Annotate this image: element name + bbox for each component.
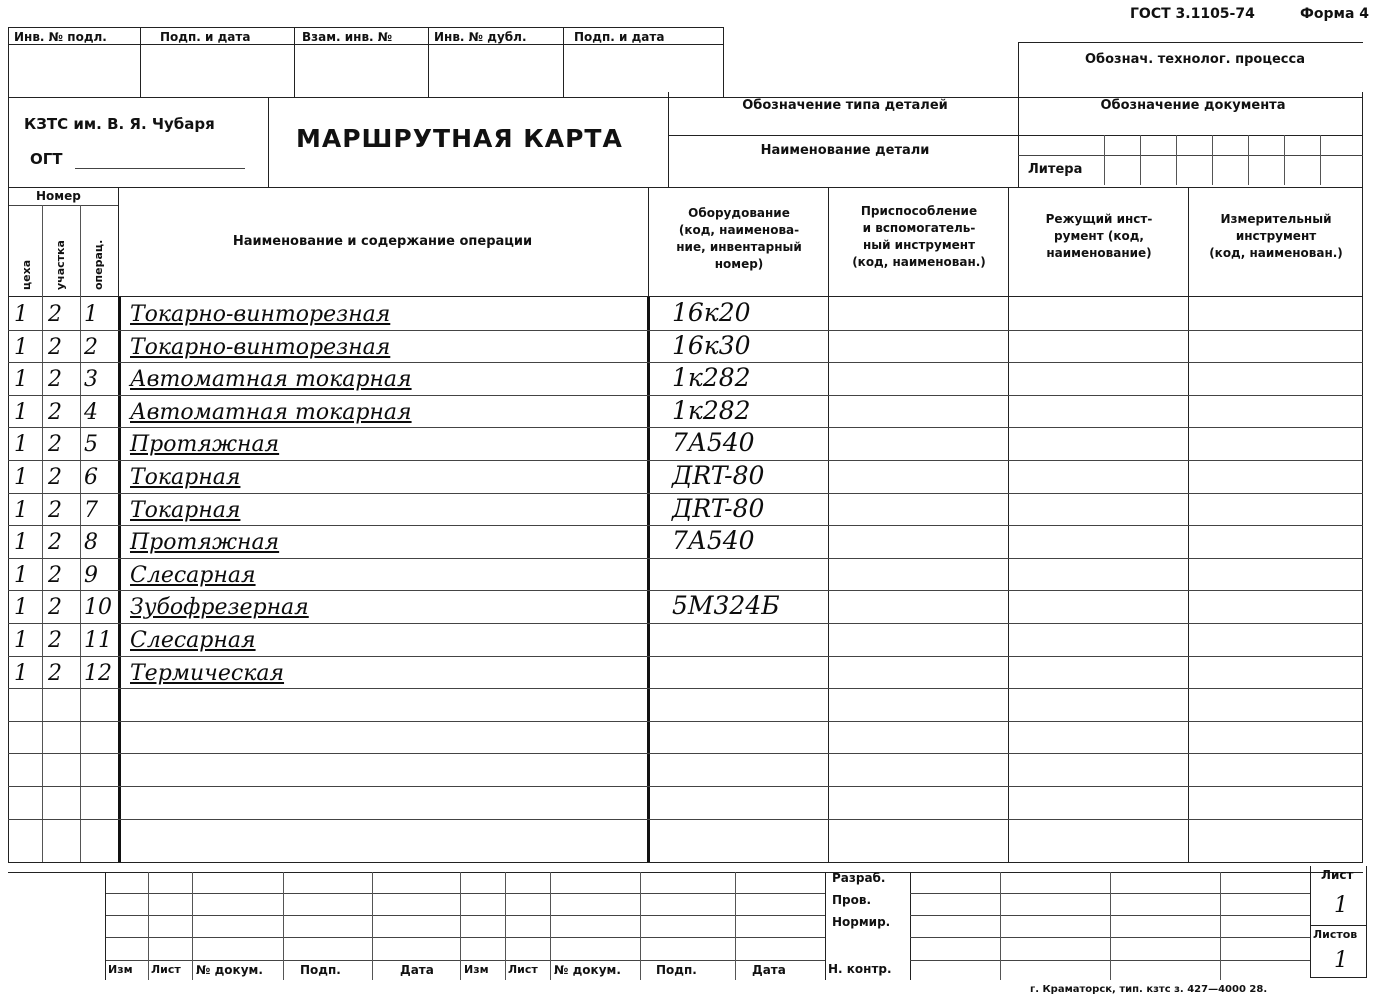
operation-name: Зубофрезерная bbox=[130, 595, 309, 620]
operation-number: 1 bbox=[84, 302, 98, 327]
shop-number: 1 bbox=[14, 335, 28, 360]
operation-name: Протяжная bbox=[130, 432, 280, 457]
measuring-header-line: инструмент bbox=[1235, 229, 1317, 243]
row-line bbox=[8, 721, 1363, 722]
top-cell-2: Подп. и дата bbox=[160, 30, 251, 44]
change-col-8: № докум. bbox=[554, 963, 621, 977]
section-number: 2 bbox=[48, 563, 62, 588]
section-number: 2 bbox=[48, 432, 62, 457]
fixture-header-line: (код, наименован.) bbox=[852, 255, 986, 269]
operation-number: 4 bbox=[84, 400, 98, 425]
equipment-code: 1к282 bbox=[672, 396, 751, 425]
developed-label: Разраб. bbox=[832, 871, 886, 885]
shop-number: 1 bbox=[14, 661, 28, 686]
equipment-code: ДRT-80 bbox=[672, 461, 765, 490]
cutting-header-line: Режущий инст- bbox=[1045, 212, 1153, 226]
control-label: Н. контр. bbox=[828, 962, 892, 976]
table-row bbox=[0, 398, 1381, 430]
checked-label: Пров. bbox=[832, 893, 872, 907]
shop-number: 1 bbox=[14, 465, 28, 490]
operation-number: 10 bbox=[84, 595, 112, 620]
section-number: 2 bbox=[48, 367, 62, 392]
equipment-code: 7А540 bbox=[672, 526, 755, 555]
fixture-header-line: и вспомогатель- bbox=[862, 221, 976, 235]
operation-col-label: операц. bbox=[92, 239, 105, 290]
shop-number: 1 bbox=[14, 432, 28, 457]
section-number: 2 bbox=[48, 661, 62, 686]
sheet-label: Лист bbox=[1321, 868, 1354, 882]
change-col-5: Дата bbox=[400, 963, 434, 977]
normed-label: Нормир. bbox=[832, 915, 891, 929]
section-number: 2 bbox=[48, 530, 62, 555]
cutting-header-line: наименование) bbox=[1046, 246, 1152, 260]
equipment-code: ДRT-80 bbox=[672, 494, 765, 523]
operation-number: 5 bbox=[84, 432, 98, 457]
sheets-label: Листов bbox=[1313, 928, 1358, 941]
table-row bbox=[0, 300, 1381, 332]
section-number: 2 bbox=[48, 498, 62, 523]
section-number: 2 bbox=[48, 335, 62, 360]
change-col-7: Лист bbox=[508, 963, 538, 976]
measuring-header-line: Измерительный bbox=[1220, 212, 1332, 226]
operation-name: Токарная bbox=[130, 498, 241, 523]
operation-number: 3 bbox=[84, 367, 98, 392]
shop-number: 1 bbox=[14, 530, 28, 555]
top-cell-5: Подп. и дата bbox=[574, 30, 665, 44]
operation-number: 6 bbox=[84, 465, 98, 490]
equipment-code: 1к282 bbox=[672, 363, 751, 392]
sheet-value: 1 bbox=[1334, 893, 1348, 918]
equipment-header-line: ние, инвентарный bbox=[676, 240, 802, 254]
table-row bbox=[0, 496, 1381, 528]
table-row bbox=[0, 365, 1381, 397]
part-name-label: Наименование детали bbox=[760, 143, 930, 158]
section-number: 2 bbox=[48, 465, 62, 490]
litera-label: Литера bbox=[1028, 162, 1083, 177]
measuring-header-line: (код, наименован.) bbox=[1209, 246, 1343, 260]
operation-number: 11 bbox=[84, 628, 112, 653]
operation-name: Автоматная токарная bbox=[130, 400, 412, 425]
equipment-header-line: (код, наименова- bbox=[678, 223, 800, 237]
ogt-label: ОГТ bbox=[30, 150, 63, 168]
organization-name: КЗТС им. В. Я. Чубаря bbox=[24, 115, 215, 133]
operation-number: 9 bbox=[84, 563, 98, 588]
number-group-label: Номер bbox=[36, 189, 81, 203]
operation-name: Термическая bbox=[130, 661, 285, 686]
document-designation-label: Обозначение документа bbox=[1100, 98, 1286, 113]
shop-number: 1 bbox=[14, 595, 28, 620]
cutting-header bbox=[1010, 211, 1188, 262]
table-row bbox=[0, 333, 1381, 365]
operation-name: Слесарная bbox=[130, 563, 256, 588]
change-col-3: № докум. bbox=[196, 963, 263, 977]
operation-number: 8 bbox=[84, 530, 98, 555]
row-line bbox=[8, 819, 1363, 820]
operation-number: 7 bbox=[84, 498, 98, 523]
top-cell-3: Взам. инв. № bbox=[302, 30, 393, 44]
sheets-value: 1 bbox=[1334, 948, 1348, 973]
table-row bbox=[0, 463, 1381, 495]
section-number: 2 bbox=[48, 628, 62, 653]
fixture-header bbox=[830, 203, 1008, 271]
operation-name: Слесарная bbox=[130, 628, 256, 653]
table-row bbox=[0, 528, 1381, 560]
shop-number: 1 bbox=[14, 498, 28, 523]
shop-number: 1 bbox=[14, 563, 28, 588]
table-row bbox=[0, 659, 1381, 691]
equipment-header bbox=[650, 205, 828, 273]
fixture-header-line: Приспособление bbox=[860, 204, 978, 218]
equipment-header-line: Оборудование bbox=[688, 206, 790, 220]
table-row bbox=[0, 626, 1381, 658]
cutting-header-line: румент (код, bbox=[1054, 229, 1144, 243]
document-title: МАРШРУТНАЯ КАРТА bbox=[296, 124, 623, 153]
measuring-header bbox=[1190, 211, 1362, 262]
form-number: Форма 4 bbox=[1300, 6, 1370, 22]
change-col-9: Подп. bbox=[656, 963, 697, 977]
section-number: 2 bbox=[48, 302, 62, 327]
table-row bbox=[0, 561, 1381, 593]
process-designation-label: Обознач. технолог. процесса bbox=[1085, 52, 1305, 67]
equipment-code: 16к20 bbox=[672, 298, 751, 327]
shop-col-label: цеха bbox=[20, 259, 33, 290]
operation-name: Протяжная bbox=[130, 530, 280, 555]
operation-name: Токарно-винторезная bbox=[130, 335, 391, 360]
shop-number: 1 bbox=[14, 367, 28, 392]
equipment-code: 5М324Б bbox=[672, 591, 780, 620]
equipment-header-line: номер) bbox=[714, 257, 764, 271]
shop-number: 1 bbox=[14, 400, 28, 425]
section-col-label: участка bbox=[54, 240, 67, 290]
section-number: 2 bbox=[48, 400, 62, 425]
table-row bbox=[0, 430, 1381, 462]
section-number: 2 bbox=[48, 595, 62, 620]
change-col-10: Дата bbox=[752, 963, 786, 977]
part-type-label: Обозначение типа деталей bbox=[742, 98, 948, 113]
gost-number: ГОСТ 3.1105-74 bbox=[1130, 6, 1255, 22]
top-cell-4: Инв. № дубл. bbox=[434, 30, 527, 44]
shop-number: 1 bbox=[14, 302, 28, 327]
printer-imprint: г. Краматорск, тип. кзтс з. 427—4000 28. bbox=[1030, 984, 1268, 995]
change-col-2: Лист bbox=[151, 963, 181, 976]
change-col-1: Изм bbox=[108, 963, 133, 976]
operation-name: Токарно-винторезная bbox=[130, 302, 391, 327]
shop-number: 1 bbox=[14, 628, 28, 653]
fixture-header-line: ный инструмент bbox=[862, 238, 976, 252]
operation-name-header: Наименование и содержание операции bbox=[232, 234, 533, 249]
row-line bbox=[8, 753, 1363, 754]
change-col-4: Подп. bbox=[300, 963, 341, 977]
change-col-6: Изм bbox=[464, 963, 489, 976]
equipment-code: 7А540 bbox=[672, 428, 755, 457]
row-line bbox=[8, 786, 1363, 787]
operation-name: Автоматная токарная bbox=[130, 367, 412, 392]
table-row bbox=[0, 593, 1381, 625]
equipment-code: 16к30 bbox=[672, 331, 751, 360]
operation-number: 2 bbox=[84, 335, 98, 360]
top-cell-1: Инв. № подл. bbox=[14, 30, 107, 44]
operation-number: 12 bbox=[84, 661, 112, 686]
operation-name: Токарная bbox=[130, 465, 241, 490]
